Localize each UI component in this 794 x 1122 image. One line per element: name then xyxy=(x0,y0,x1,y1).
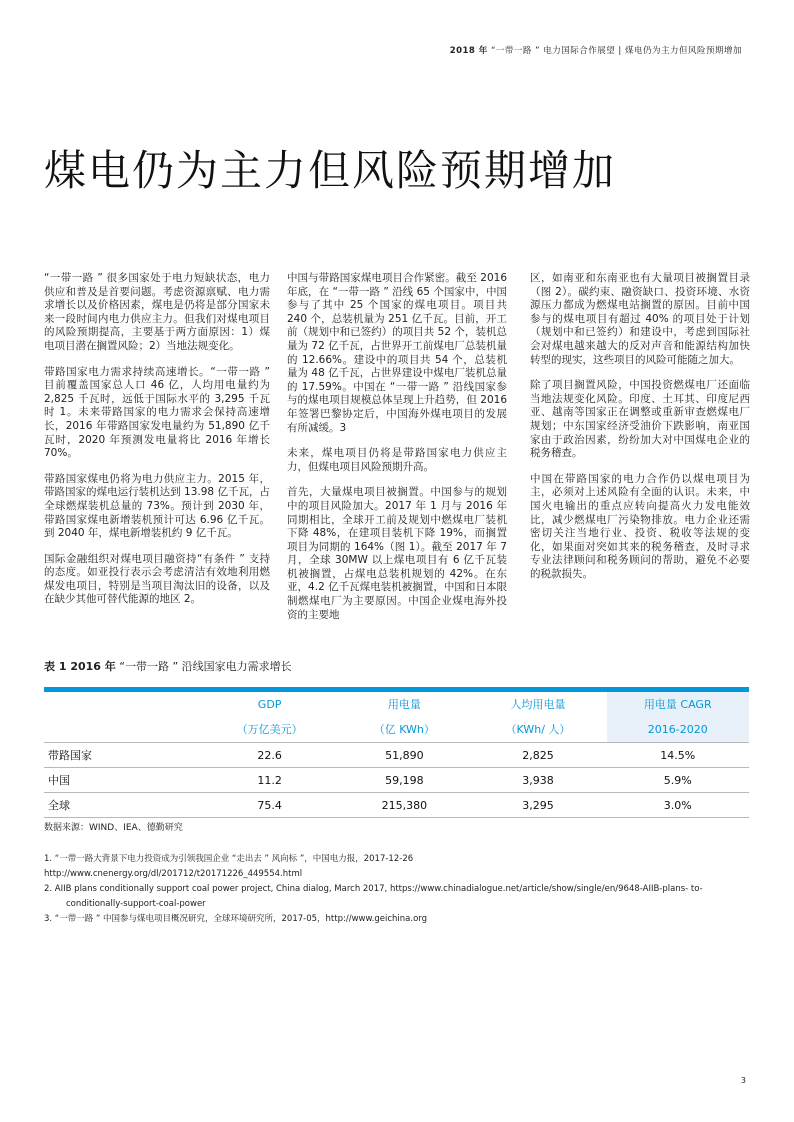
table-row xyxy=(44,768,749,793)
table-cell: 51,890 xyxy=(339,743,469,768)
paragraph: “一带一路 ” 很多国家处于电力短缺状态，电力供应和普及是首要问题。考虑资源禀赋、电力需求增长以及价格因素，煤电是仍将是部分国家未来一段时间内电力供应主力。但我们对煤电项目的风险预期提高，主要基于两方面原因：1）煤电项目潜在搁置风险；2）当地法规变化。 xyxy=(44,272,270,352)
table-cell: 215,380 xyxy=(339,793,469,818)
footnotes xyxy=(44,852,744,927)
footnote: 1. “一带一路大背景下电力投资成为引领我国企业 “走出去 ” 风向标 ”，中国电力报，2017-12-26 xyxy=(44,854,414,864)
table-caption xyxy=(44,658,292,674)
table-cell: 3,938 xyxy=(469,768,606,793)
col-subheader-per-capita: （KWh/ 人） xyxy=(505,723,571,736)
data-source: 数据来源：WIND、IEA、德勤研究 xyxy=(44,823,183,833)
row-label: 中国 xyxy=(44,768,200,793)
col-header-gdp: GDP xyxy=(200,690,339,718)
footnote: 2. AIIB plans conditionally support coal power project, China dialog, March 2017, https://www.chinadialogue.net/article/show/single/en/9648-AIIB-plans- to- xyxy=(44,884,703,894)
col-subheader-cagr: 2016-2020 xyxy=(607,717,749,743)
col-header-per-capita: 人均用电量 xyxy=(469,690,606,718)
page-title: 煤电仍为主力但风险预期增加 xyxy=(44,146,617,195)
paragraph: 国际金融组织对煤电项目融资持“有条件 ” 支持的态度。如亚投行表示会考虑清洁有效地利用燃煤发电项目，特别是当项目淘汰旧的设备，以及在缺少其他可替代能源的地区 2。 xyxy=(44,552,270,606)
paragraph: 首先，大量煤电项目被搁置。中国参与的规划中的项目风险加大。2017 年 1 月与 2016 年同期相比，全球开工前及规划中燃煤电厂装机下降 48%，在建项目装机下降 19%，而搁置项目为同期的 164%（图 1）。截至 2017 年 7 月，全球 30MW 以上煤电项目有 6 亿千瓦装机被搁置，占煤电总装机规划的 42%。在东亚，4.2 亿千瓦煤电装机被搁置，中国和日本限制燃煤电厂为主要原因。中国企业煤电海外投资的主要地 xyxy=(287,486,507,621)
demand-table xyxy=(44,687,749,818)
header-year: 2018 年 xyxy=(449,46,488,56)
table-row xyxy=(44,793,749,818)
table-header-row-top xyxy=(44,690,749,718)
col-subheader-consumption: （亿 KWh） xyxy=(373,723,435,736)
footnote-link: http://www.cnenergy.org/dl/201712/t20171226_449554.html xyxy=(44,869,303,879)
page-number: 3 xyxy=(740,1076,746,1085)
paragraph: 中国与带路国家煤电项目合作紧密。截至 2016 年底，在 “一带一路 ” 沿线 65 个国家中，中国参与了其中 25 个国家的煤电项目。项目共 240 个，总装机量为 251 亿千瓦。目前，开工前（规划中和已签约）的项目共 52 个，装机总量为 72 亿千瓦，占世界开工前煤电厂总装机量的 12.66%。建设中的项目共 54 个，总装机量为 48 亿千瓦，占世界建设中煤电厂装机总量的 17.59%。中国在 “一带一路 ” 沿线国家参与的煤电项目规模总体呈现上升趋势，但 2016 年签署巴黎协定后，中国海外煤电项目的发展有所减缓。3 xyxy=(287,272,507,434)
table-cell: 5.9% xyxy=(607,768,749,793)
table-caption-number: 表 1 2016 年 xyxy=(44,660,116,673)
table-cell: 14.5% xyxy=(607,743,749,768)
table-cell: 11.2 xyxy=(200,768,339,793)
row-label: 带路国家 xyxy=(44,743,200,768)
paragraph: 带路国家电力需求持续高速增长。“一带一路 ” 目前覆盖国家总人口 46 亿，人均用电量约为 2,825 千瓦时，远低于国际水平的 3,295 千瓦时 1。未来带路国家的电力需求会保持高速增长，2016 年带路国家发电量约为 51,890 亿千瓦时，2020 年预测发电量将比 2016 年增长 70%。 xyxy=(44,365,270,460)
table-cell: 59,198 xyxy=(339,768,469,793)
table-cell: 3,295 xyxy=(469,793,606,818)
table-row xyxy=(44,743,749,768)
footnote-link: conditionally-support-coal-power xyxy=(66,899,206,909)
text-column-1 xyxy=(44,272,270,619)
col-header-consumption: 用电量 xyxy=(339,690,469,718)
table-cell: 3.0% xyxy=(607,793,749,818)
paragraph: 除了项目搁置风险，中国投资燃煤电厂还面临当地法规变化风险。印度、土耳其、印度尼西亚、越南等国家正在调整或重新审查燃煤电厂规划；中东国家经济受油价下跌影响，南亚国家由于政治因素，纷纷加大对中国煤电企业的税务稽查。 xyxy=(530,379,750,460)
row-label: 全球 xyxy=(44,793,200,818)
col-subheader-gdp: （万亿美元） xyxy=(236,723,303,736)
table-header-row-bottom xyxy=(44,717,749,743)
table-caption-text: “一带一路 ” 沿线国家电力需求增长 xyxy=(119,660,292,673)
table-cell: 2,825 xyxy=(469,743,606,768)
text-column-3 xyxy=(530,272,750,593)
running-header xyxy=(450,44,742,56)
table-cell: 75.4 xyxy=(200,793,339,818)
paragraph: 未来，煤电项目仍将是带路国家电力供应主力，但煤电项目风险预期升高。 xyxy=(287,447,507,473)
paragraph: 带路国家煤电仍将为电力供应主力。2015 年，带路国家的煤电运行装机达到 13.98 亿千瓦，占全球燃煤装机总量的 73%。预计到 2030 年，带路国家煤电新增装机预计可达 6.96 亿千瓦。到 2040 年，煤电新增装机约 9 亿千瓦。 xyxy=(44,472,270,540)
paragraph: 区，如南亚和东南亚也有大量项目被搁置目录（图 2）。碳约束、融资缺口、投资环境、水资源压力都成为燃煤电站搁置的原因。目前中国参与的煤电项目有超过 40% 的项目处于计划（规划中和已签约）和建设中，考虑到国际社会对煤电越来越大的反对声音和能源结构加快转型的现实，这些项目的风险可能随之加大。 xyxy=(530,272,750,366)
header-text: “一带一路 ” 电力国际合作展望 | 煤电仍为主力但风险预期增加 xyxy=(491,46,742,56)
table-cell: 22.6 xyxy=(200,743,339,768)
paragraph: 中国在带路国家的电力合作仍以煤电项目为主，必须对上述风险有全面的认识。未来，中国火电输出的重点应转向提高火力发电能效比，减少燃煤电厂污染物排放。电力企业还需密切关注当地行业、投资、税收等法规的变化，如果面对突如其来的税务稽查，及时寻求专业法律顾问和税务顾问的帮助，避免不必要的税款损失。 xyxy=(530,472,750,580)
text-column-2 xyxy=(287,272,507,634)
col-header-cagr: 用电量 CAGR xyxy=(607,690,749,718)
footnote: 3. “一带一路 ” 中国参与煤电项目概况研究，全球环境研究所，2017-05，http://www.geichina.org xyxy=(44,914,428,924)
